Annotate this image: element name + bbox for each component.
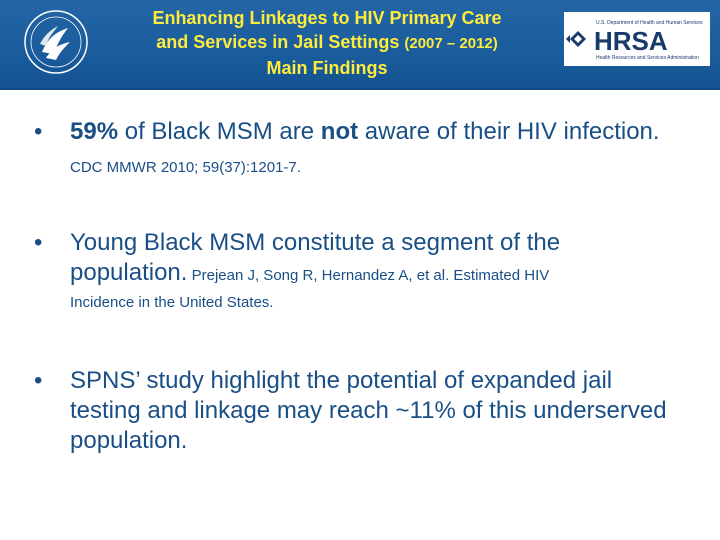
title-line-3: Main Findings: [266, 58, 388, 78]
bullet-1-text-b: aware of their HIV infection.: [358, 118, 660, 145]
bullet-item-3: [34, 366, 674, 456]
bullet-2-text: Young Black MSM constitute a segment of the population.: [70, 229, 561, 286]
bullet-2-citation-a: Prejean J, Song R, Hernandez A, et al. Estimated HIV: [187, 267, 550, 284]
title-years: (2007 – 2012): [404, 35, 498, 52]
hrsa-dept-text: U.S. Department of Health and Human Services: [596, 20, 703, 26]
bullet-1-percent: 59%: [70, 118, 119, 145]
hhs-emblem-icon: [566, 31, 586, 47]
slide-title: [92, 6, 562, 80]
hrsa-wordmark: HRSA: [594, 26, 668, 56]
title-line-2: and Services in Jail Settings: [156, 32, 400, 52]
bullet-1-emphasis: not: [320, 118, 359, 145]
bullet-2-citation-b: Incidence in the United States.: [70, 294, 274, 311]
bullet-1-citation: CDC MMWR 2010; 59(37):1201-7.: [70, 159, 301, 176]
hhs-seal-logo: [22, 8, 90, 76]
bullet-item-2: [34, 228, 674, 315]
bullet-3-text: SPNS’ study highlight the potential of expanded jail testing and linkage may reach ~11% of this underserved population.: [70, 367, 667, 454]
bullet-dot: •: [34, 118, 43, 145]
hrsa-tagline: Health Resources and Services Administration: [596, 55, 699, 61]
bullet-dot: •: [34, 229, 43, 256]
hrsa-logo: [564, 12, 710, 66]
slide-header: [0, 0, 720, 90]
bullet-1-text-a: of Black MSM are: [118, 118, 321, 145]
bullet-item-1: [34, 117, 674, 183]
bullet-dot: •: [34, 367, 43, 394]
title-line-1: Enhancing Linkages to HIV Primary Care: [152, 8, 502, 28]
